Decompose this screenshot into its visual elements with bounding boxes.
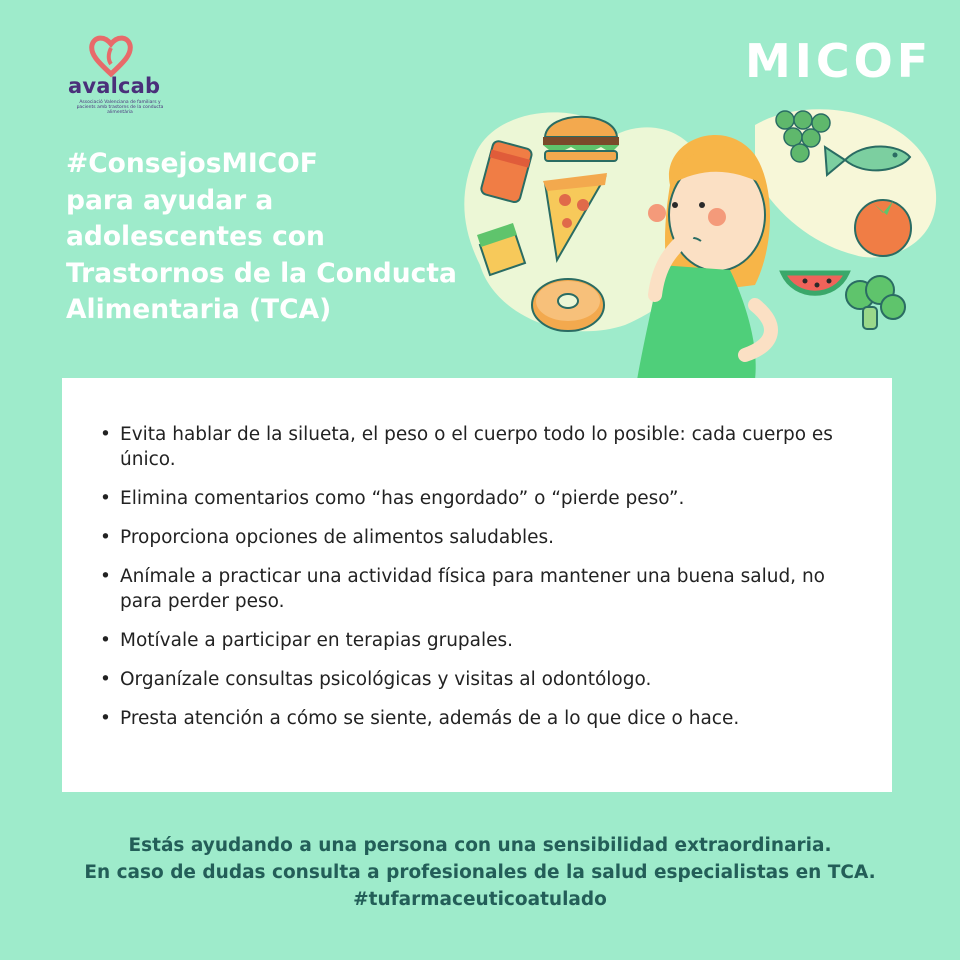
bullet-icon: •: [100, 424, 111, 445]
page-title: #ConsejosMICOF para ayudar a adolescentes con Trastornos de la Conducta Alimentaria (TCA): [66, 148, 457, 325]
bullet-icon: •: [100, 669, 111, 690]
micof-logo: [745, 34, 933, 88]
list-item: [102, 706, 862, 731]
bullet-icon: •: [100, 488, 111, 509]
heart-icon: [88, 32, 134, 78]
burger-icon: [543, 117, 619, 161]
list-item: [102, 667, 862, 692]
micof-brand: MICOF: [745, 34, 933, 88]
footer-line-2: En caso de dudas consulta a profesionales de la salud especialistas en TCA.: [84, 862, 876, 883]
bullet-icon: •: [100, 708, 111, 729]
footer-hashtag: #tufarmaceuticoatulado: [353, 889, 607, 910]
list-item: [102, 628, 862, 653]
list-item: [102, 422, 862, 472]
list-item: [102, 564, 862, 614]
bullet-icon: •: [100, 630, 111, 651]
donut-icon: [532, 279, 604, 331]
tomato-icon: [855, 200, 911, 256]
bullet-icon: •: [100, 566, 111, 587]
broccoli-icon: [846, 276, 905, 329]
list-item: [102, 525, 862, 550]
list-item: [102, 486, 862, 511]
footer-line-1: Estás ayudando a una persona con una sensibilidad extraordinaria.: [128, 835, 832, 856]
tip-text: Motívale a participar en terapias grupales.: [120, 630, 514, 651]
bullet-icon: •: [100, 527, 111, 548]
footer-message: [0, 832, 960, 913]
tip-text: Evita hablar de la silueta, el peso o el cuerpo todo lo posible: cada cuerpo es único.: [120, 424, 833, 470]
watermelon-icon: [783, 273, 847, 293]
tip-text: Proporciona opciones de alimentos saludables.: [120, 527, 555, 548]
tip-text: Elimina comentarios como “has engordado” o “pierde peso”.: [120, 488, 685, 509]
tip-text: Presta atención a cómo se siente, además de a lo que dice o hace.: [120, 708, 740, 729]
tips-list: [102, 422, 862, 745]
avalcab-tagline: Associació Valenciana de familiars y pacients amb trastorns de la conducta alimentària: [76, 100, 164, 115]
avalcab-brand: avalcab: [68, 74, 161, 98]
avalcab-logo: [66, 32, 176, 115]
tip-text: Anímale a practicar una actividad física para mantener una buena salud, no para perder peso.: [120, 566, 825, 612]
tips-card: [62, 378, 892, 792]
food-thinking-illustration: [455, 95, 945, 380]
tip-text: Organízale consultas psicológicas y visitas al odontólogo.: [120, 669, 652, 690]
